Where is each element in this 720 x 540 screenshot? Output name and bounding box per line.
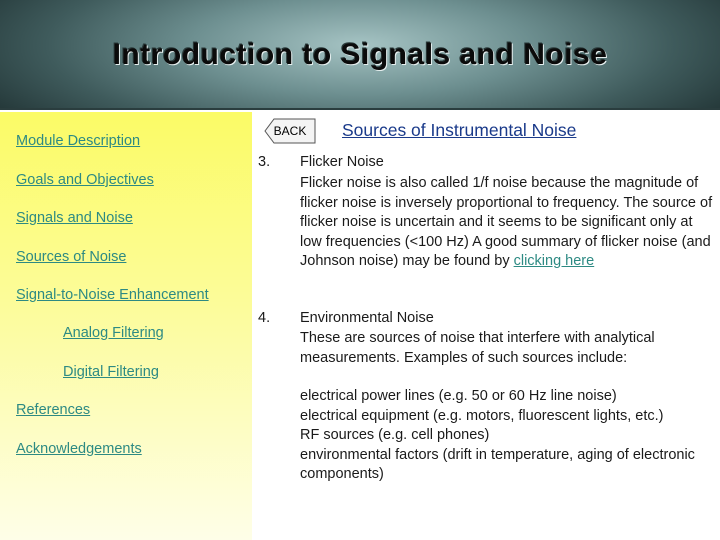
item-number: 4. (258, 310, 271, 326)
nav-sources-of-noise[interactable]: Sources of Noise (16, 249, 127, 265)
item-heading: Flicker Noise (300, 154, 384, 170)
list-item: electrical power lines (e.g. 50 or 60 Hz line noise) (300, 388, 617, 404)
sidebar-nav (0, 112, 252, 540)
item-body (300, 174, 716, 272)
nav-goals-and-objectives[interactable]: Goals and Objectives (16, 172, 154, 188)
item-body: These are sources of noise that interfere with analytical measurements. Examples of such sources include: (300, 330, 655, 366)
section-title: Sources of Instrumental Noise (342, 120, 577, 140)
list-item: RF sources (e.g. cell phones) (300, 427, 490, 443)
item-body-text: Flicker noise is also called 1/f noise because the magnitude of flicker noise is inversely proportional to frequency. The source of flicker noise is uncertain and it seems to be significant only at low frequencies (<100 Hz) A good summary of flicker noise (and Johnson noise) may be found by (300, 175, 713, 269)
clicking-here-link[interactable]: clicking here (513, 253, 595, 269)
list-item: electrical equipment (e.g. motors, fluorescent lights, etc.) (300, 407, 664, 424)
back-button-label: BACK (273, 124, 307, 138)
nav-analog-filtering[interactable]: Analog Filtering (63, 325, 164, 341)
list-item: environmental factors (drift in temperature, aging of electronic components) (300, 446, 695, 482)
nav-acknowledgements[interactable]: Acknowledgements (16, 441, 142, 457)
nav-references[interactable]: References (16, 402, 91, 418)
item-heading: Environmental Noise (300, 310, 434, 326)
back-button[interactable] (264, 117, 316, 145)
page-title: Introduction to Signals and Noise (112, 38, 608, 71)
header-banner (0, 0, 720, 110)
item-number: 3. (258, 154, 271, 170)
nav-signal-to-noise-enhancement[interactable]: Signal-to-Noise Enhancement (16, 287, 209, 303)
nav-module-description[interactable]: Module Description (16, 133, 141, 149)
nav-digital-filtering[interactable]: Digital Filtering (63, 364, 159, 380)
nav-signals-and-noise[interactable]: Signals and Noise (16, 210, 133, 226)
noise-sources-list (300, 387, 716, 485)
